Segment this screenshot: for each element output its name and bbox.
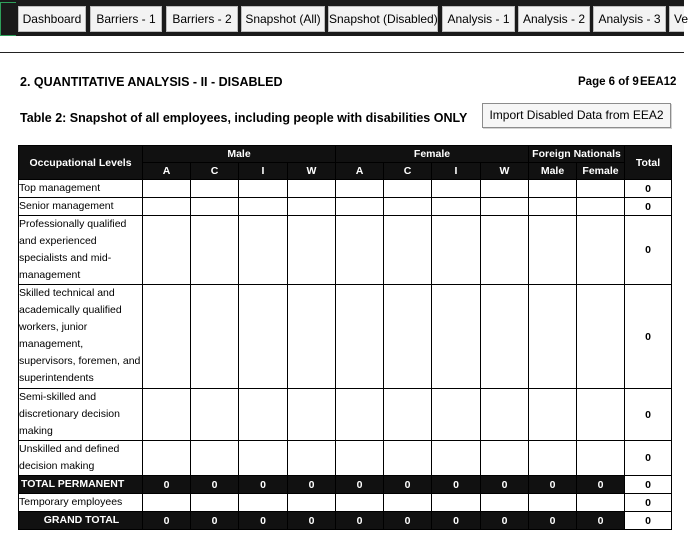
col-female-i: I — [432, 163, 481, 180]
sheet-tab-bar — [0, 0, 688, 36]
row-total-cell: 0 — [625, 180, 672, 198]
data-entry-cell[interactable] — [432, 389, 481, 441]
data-entry-cell[interactable] — [432, 441, 481, 476]
grand-total-label: GRAND TOTAL — [19, 512, 143, 530]
data-entry-cell[interactable] — [239, 494, 288, 512]
data-entry-cell[interactable] — [432, 285, 481, 389]
summary-total-cell: 0 — [625, 476, 672, 494]
data-entry-cell[interactable] — [481, 198, 529, 216]
summary-total-cell: 0 — [625, 512, 672, 530]
table-title: Table 2: Snapshot of all employees, including people with disabilities ONLY — [20, 111, 468, 125]
data-entry-cell[interactable] — [288, 198, 336, 216]
tab-barriers-1[interactable]: Barriers - 1 — [90, 6, 162, 32]
data-entry-cell[interactable] — [239, 198, 288, 216]
data-entry-cell[interactable] — [529, 180, 577, 198]
data-entry-cell[interactable] — [239, 441, 288, 476]
group-female: Female — [336, 146, 529, 163]
data-entry-cell[interactable] — [481, 285, 529, 389]
data-entry-cell[interactable] — [481, 494, 529, 512]
grand-total-row — [19, 512, 672, 530]
table-row — [19, 389, 672, 441]
data-entry-cell[interactable] — [432, 494, 481, 512]
summary-cell: 0 — [288, 476, 336, 494]
summary-cell: 0 — [336, 512, 384, 530]
table-row — [19, 441, 672, 476]
data-entry-cell[interactable] — [143, 285, 191, 389]
row-total-cell: 0 — [625, 441, 672, 476]
col-female-w: W — [481, 163, 529, 180]
data-entry-cell[interactable] — [384, 180, 432, 198]
data-entry-cell[interactable] — [577, 494, 625, 512]
row-label: Semi-skilled and discretionary decision making — [19, 389, 143, 441]
summary-cell: 0 — [143, 512, 191, 530]
data-entry-cell[interactable] — [529, 494, 577, 512]
data-entry-cell[interactable] — [336, 441, 384, 476]
data-entry-cell[interactable] — [239, 216, 288, 285]
data-entry-cell[interactable] — [143, 441, 191, 476]
data-entry-cell[interactable] — [384, 198, 432, 216]
data-entry-cell[interactable] — [481, 441, 529, 476]
data-entry-cell[interactable] — [481, 389, 529, 441]
temporary-row — [19, 494, 672, 512]
data-entry-cell[interactable] — [384, 285, 432, 389]
row-total-cell: 0 — [625, 389, 672, 441]
data-entry-cell[interactable] — [529, 216, 577, 285]
tab-analysis-2[interactable]: Analysis - 2 — [518, 6, 590, 32]
data-entry-cell[interactable] — [577, 180, 625, 198]
data-entry-cell[interactable] — [191, 389, 239, 441]
data-entry-cell[interactable] — [191, 285, 239, 389]
section-title: 2. QUANTITATIVE ANALYSIS - II - DISABLED — [20, 75, 283, 89]
col-female-c: C — [384, 163, 432, 180]
data-entry-cell[interactable] — [143, 180, 191, 198]
data-entry-cell[interactable] — [577, 285, 625, 389]
data-entry-cell[interactable] — [288, 285, 336, 389]
data-entry-cell[interactable] — [288, 180, 336, 198]
data-entry-cell[interactable] — [143, 198, 191, 216]
row-total-cell: 0 — [625, 216, 672, 285]
col-female-a: A — [336, 163, 384, 180]
data-entry-cell[interactable] — [577, 216, 625, 285]
summary-cell: 0 — [384, 512, 432, 530]
col-foreign-female: Female — [577, 163, 625, 180]
tab-dashboard[interactable]: Dashboard — [18, 6, 86, 32]
table-row — [19, 285, 672, 389]
data-entry-cell[interactable] — [336, 389, 384, 441]
tab-snapshot-all[interactable]: Snapshot (All) — [241, 6, 325, 32]
total-permanent-row — [19, 476, 672, 494]
row-label: Senior management — [19, 198, 143, 216]
data-entry-cell[interactable] — [288, 494, 336, 512]
page-number: Page 6 of 9 — [578, 76, 639, 88]
data-entry-cell[interactable] — [384, 389, 432, 441]
row-total-cell: 0 — [625, 198, 672, 216]
col-foreign-male: Male — [529, 163, 577, 180]
summary-cell: 0 — [481, 512, 529, 530]
summary-cell: 0 — [432, 476, 481, 494]
tab-analysis-3[interactable]: Analysis - 3 — [593, 6, 666, 32]
data-entry-cell[interactable] — [239, 389, 288, 441]
data-entry-cell[interactable] — [336, 180, 384, 198]
data-entry-cell[interactable] — [577, 441, 625, 476]
summary-cell: 0 — [384, 476, 432, 494]
data-entry-cell[interactable] — [529, 389, 577, 441]
summary-cell: 0 — [191, 476, 239, 494]
summary-cell: 0 — [288, 512, 336, 530]
summary-cell: 0 — [143, 476, 191, 494]
data-entry-cell[interactable] — [577, 389, 625, 441]
group-male: Male — [143, 146, 336, 163]
form-code: EEA12 — [640, 76, 677, 88]
row-label: Top management — [19, 180, 143, 198]
row-total-cell: 0 — [625, 494, 672, 512]
data-entry-cell[interactable] — [481, 180, 529, 198]
data-entry-cell[interactable] — [432, 216, 481, 285]
data-entry-cell[interactable] — [336, 285, 384, 389]
data-entry-cell[interactable] — [529, 441, 577, 476]
summary-cell: 0 — [481, 476, 529, 494]
import-disabled-data-button[interactable]: Import Disabled Data from EEA2 — [482, 103, 671, 128]
data-entry-cell[interactable] — [384, 494, 432, 512]
summary-cell: 0 — [577, 476, 625, 494]
data-entry-cell[interactable] — [143, 216, 191, 285]
row-label: Temporary employees — [19, 494, 143, 512]
data-entry-cell[interactable] — [529, 198, 577, 216]
table-row — [19, 180, 672, 198]
row-label: Unskilled and defined decision making — [19, 441, 143, 476]
data-entry-cell[interactable] — [432, 198, 481, 216]
col-male-w: W — [288, 163, 336, 180]
data-entry-cell[interactable] — [191, 198, 239, 216]
data-entry-cell[interactable] — [529, 285, 577, 389]
selected-cell-marker — [0, 2, 16, 36]
col-male-i: I — [239, 163, 288, 180]
tab-ve-truncated[interactable]: Ve — [669, 6, 684, 32]
tab-barriers-2[interactable]: Barriers - 2 — [166, 6, 238, 32]
col-male-c: C — [191, 163, 239, 180]
summary-cell: 0 — [239, 476, 288, 494]
data-entry-cell[interactable] — [481, 216, 529, 285]
col-occupational-levels: Occupational Levels — [19, 146, 143, 180]
table-row — [19, 198, 672, 216]
data-entry-cell[interactable] — [288, 389, 336, 441]
table-row — [19, 216, 672, 285]
data-entry-cell[interactable] — [191, 180, 239, 198]
group-foreign-nationals: Foreign Nationals — [529, 146, 625, 163]
data-entry-cell[interactable] — [336, 216, 384, 285]
data-entry-cell[interactable] — [143, 389, 191, 441]
col-total: Total — [625, 146, 672, 180]
summary-cell: 0 — [577, 512, 625, 530]
summary-cell: 0 — [336, 476, 384, 494]
data-entry-cell[interactable] — [288, 216, 336, 285]
summary-cell: 0 — [529, 476, 577, 494]
data-entry-cell[interactable] — [336, 198, 384, 216]
data-entry-cell[interactable] — [336, 494, 384, 512]
row-total-cell: 0 — [625, 285, 672, 389]
summary-cell: 0 — [239, 512, 288, 530]
row-label: Professionally qualified and experienced specialists and mid-management — [19, 216, 143, 285]
data-entry-cell[interactable] — [432, 180, 481, 198]
data-entry-cell[interactable] — [384, 441, 432, 476]
data-entry-cell[interactable] — [191, 494, 239, 512]
summary-cell: 0 — [432, 512, 481, 530]
tab-snapshot-disabled[interactable]: Snapshot (Disabled) — [328, 6, 438, 32]
data-entry-cell[interactable] — [239, 285, 288, 389]
snapshot-table — [18, 145, 672, 530]
summary-cell: 0 — [529, 512, 577, 530]
data-entry-cell[interactable] — [239, 180, 288, 198]
summary-cell: 0 — [191, 512, 239, 530]
row-label: Skilled technical and academically qualified workers, junior management, supervisors, foremen, and superintendents — [19, 285, 143, 389]
tab-analysis-1[interactable]: Analysis - 1 — [442, 6, 515, 32]
col-male-a: A — [143, 163, 191, 180]
data-entry-cell[interactable] — [191, 441, 239, 476]
data-entry-cell[interactable] — [191, 216, 239, 285]
data-entry-cell[interactable] — [577, 198, 625, 216]
total-permanent-label: TOTAL PERMANENT — [19, 476, 143, 494]
data-entry-cell[interactable] — [384, 216, 432, 285]
header-divider — [0, 52, 684, 53]
data-entry-cell[interactable] — [288, 441, 336, 476]
data-entry-cell[interactable] — [143, 494, 191, 512]
